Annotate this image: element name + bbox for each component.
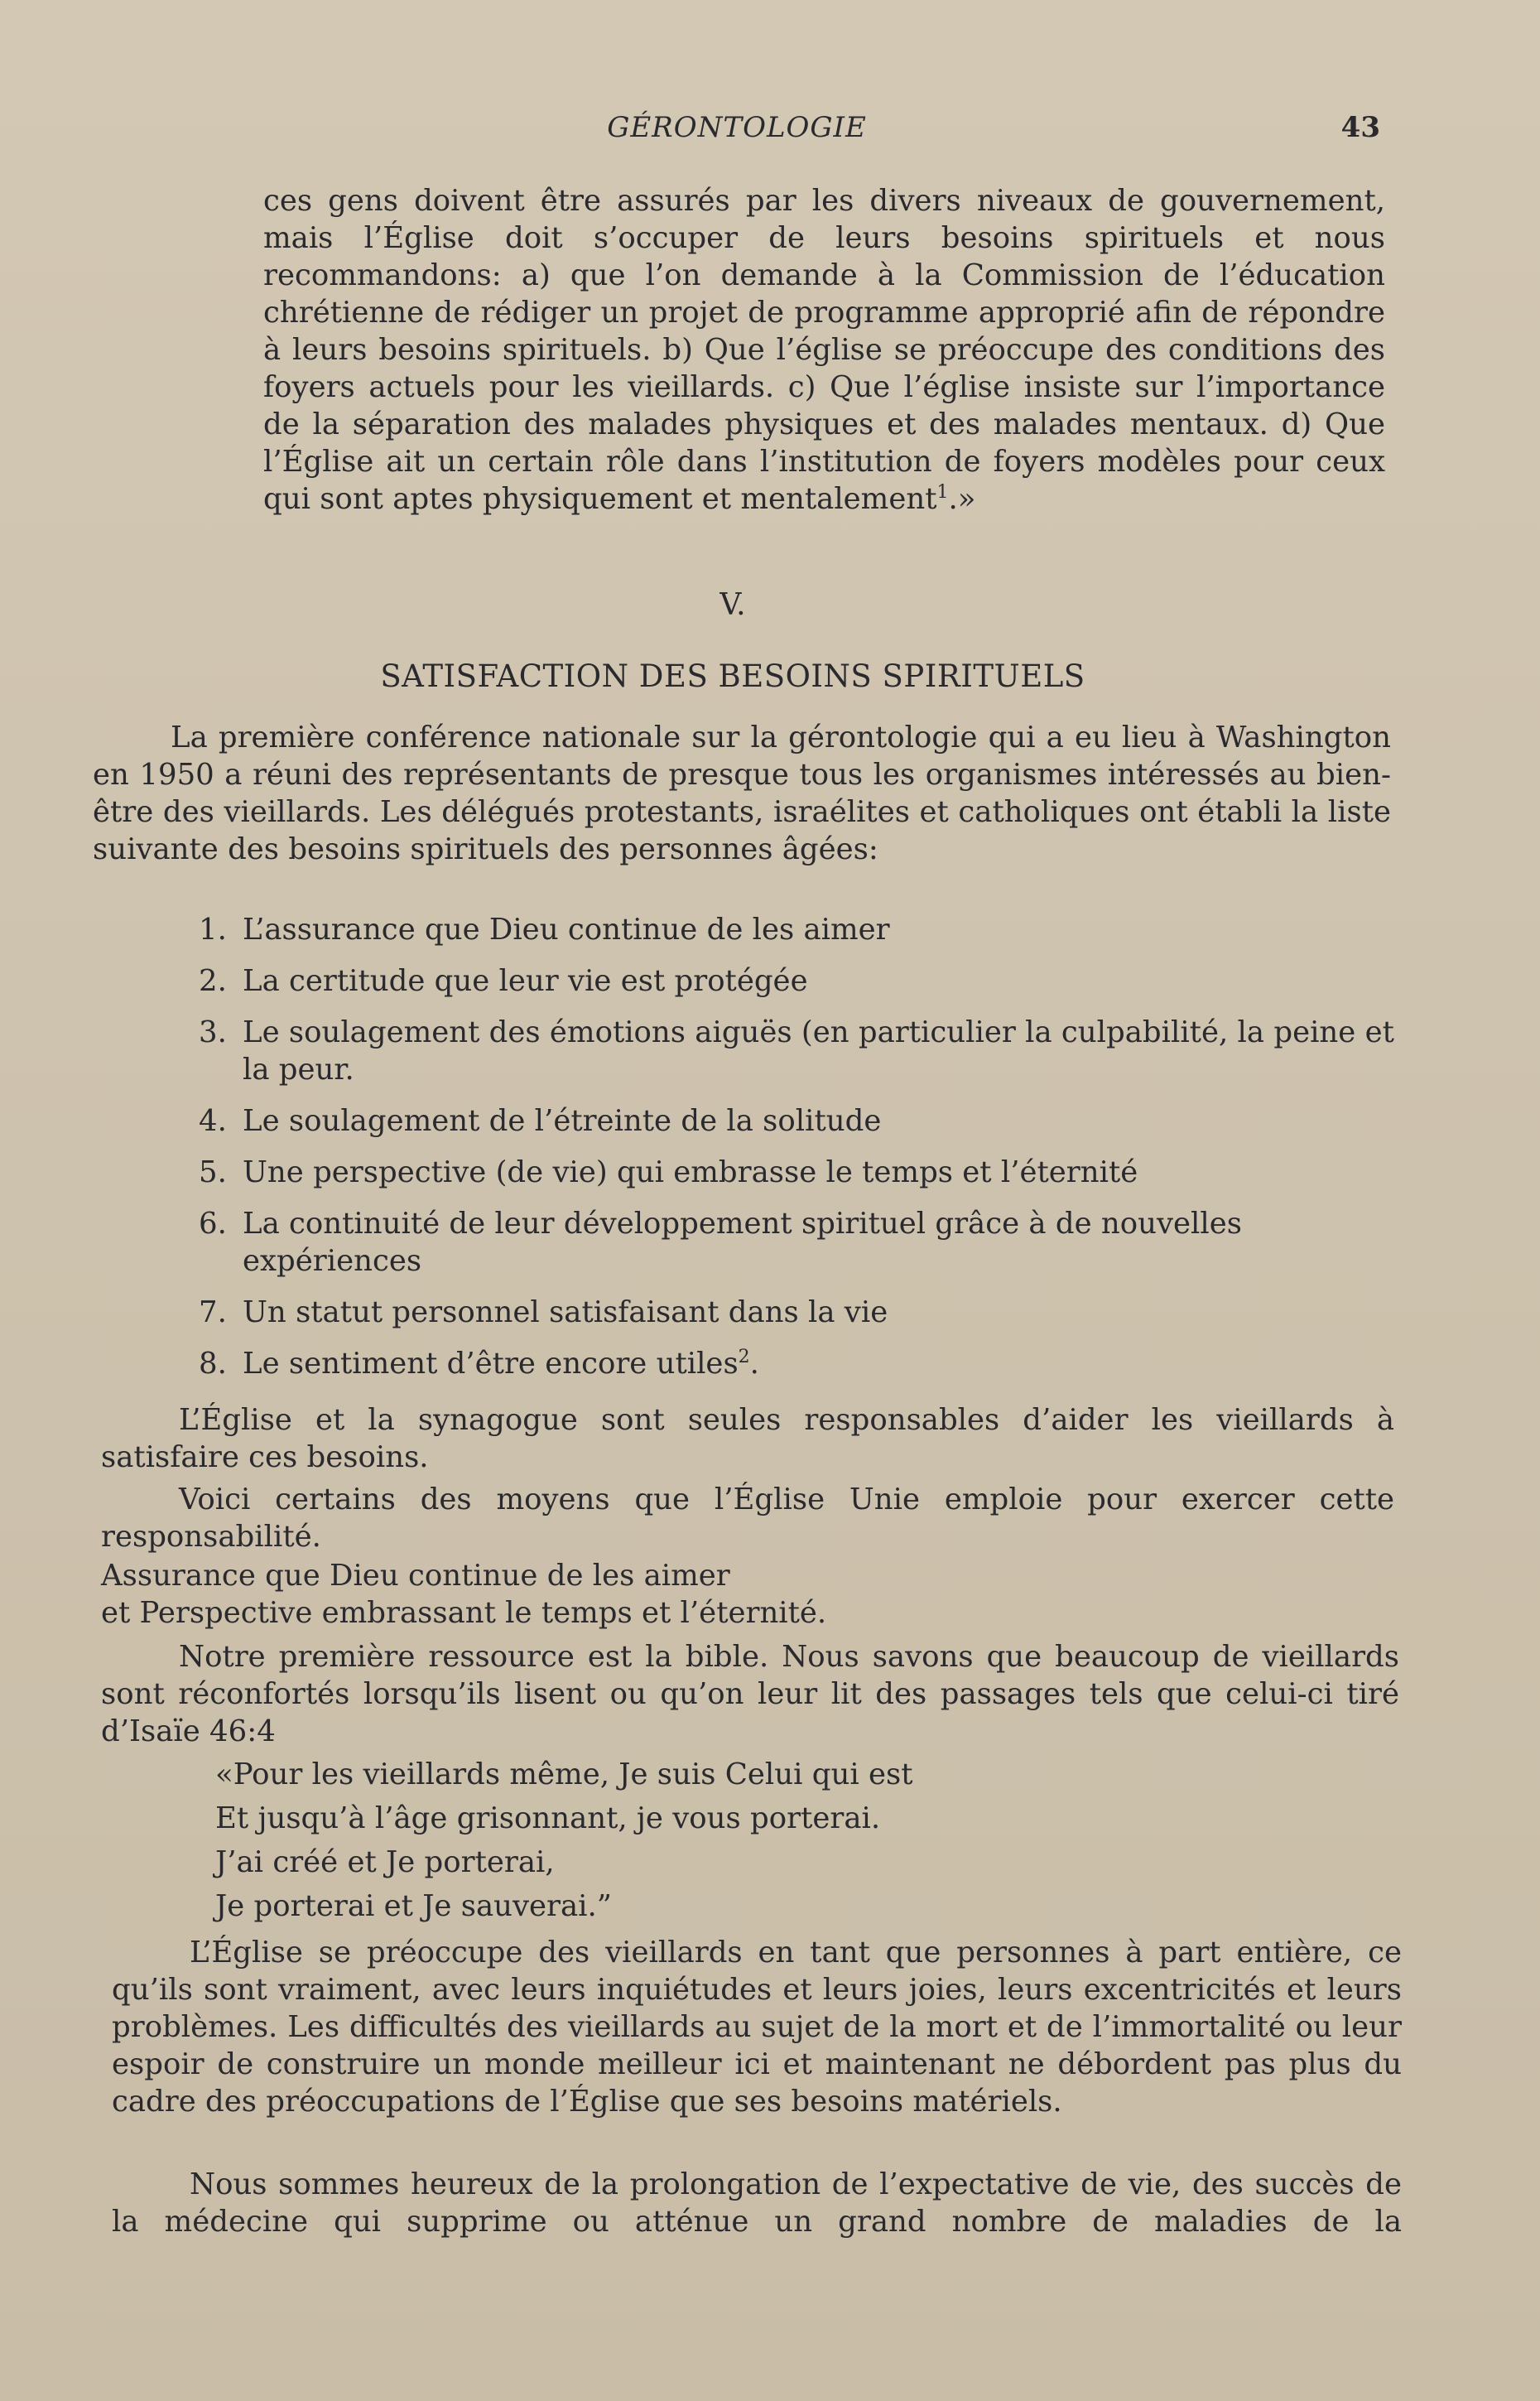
paragraph-heureux-text: Nous sommes heureux de la prolongation de l’expectative de vie, des succès de la médecine qui supprime ou atténue un grand nombre de maladies de la — [112, 2167, 1402, 2239]
footnote-ref-2: 2 — [738, 1347, 750, 1368]
subheading-line-2: et Perspective embrassant le temps et l’éternité. — [101, 1596, 827, 1630]
intro-paragraph-text: ces gens doivent être assurés par les divers niveaux de gouvernement, mais l’Église doit s’occuper de leurs besoins spirituels et nous recommandons: a) que l’on demande à la Commission de l’éducation chrétienne de rédiger un projet de programme approprié afin de répondre à leurs besoins spirituels. b) Que l’église se préoccupe des conditions des foyers actuels pour les vieillards. c) Que l’église insiste sur l’importance de la séparation des malades physiques et des malades mentaux. d) Que l’Église ait un certain rôle dans l’institution de foyers modèles pour ceux qui sont aptes physiquement et mentalement — [263, 184, 1385, 516]
paragraph-bible-text: Notre première ressource est la bible. Nous savons que beaucoup de vieillards sont réconfortés lorsqu’ils lisent ou qu’on leur lit des passages tels que celui-ci tiré d’Isaïe 46:4 — [101, 1640, 1399, 1748]
quote-line: Et jusqu’à l’âge grisonnant, je vous porterai. — [215, 1801, 881, 1835]
list-item-text: La continuité de leur développement spirituel grâce à de nouvelles expériences — [243, 1207, 1242, 1278]
section-number: V. — [719, 588, 746, 622]
paragraph-conference-text: La première conférence nationale sur la gérontologie qui a eu lieu à Washington en 1950 a réuni des représentants de presque tous les organismes intéressés au bien-être des vieillards. Les délégués protestants, israélites et catholiques ont établi la liste suivante des besoins spirituels des personnes âgées: — [93, 721, 1391, 866]
list-item-number: 3. — [199, 1015, 227, 1049]
quote-line: Je porterai et Je sauverai.” — [215, 1889, 612, 1923]
page-number: 43 — [1340, 111, 1380, 144]
paragraph-preoccupe-text: L’Église se préoccupe des vieillards en tant que personnes à part entière, ce qu’ils sont vraiment, avec leurs inquiétudes et leurs joies, leurs excentricités et leurs problèmes. Les difficultés des vieillards au sujet de la mort et de l’immortalité ou leur espoir de construire un monde meilleur ici et maintenant ne débordent pas plus du cadre des préoccupations de l’Église que ses besoins matériels. — [112, 1936, 1402, 2119]
list-item-text: Le soulagement de l’étreinte de la solitude — [243, 1104, 882, 1138]
list-item — [186, 1345, 1395, 1382]
list-item-number: 1. — [199, 913, 227, 947]
paragraph-conference — [93, 719, 1391, 868]
quote-line: «Pour les vieillards même, Je suis Celui qui est — [215, 1757, 913, 1791]
running-title: GÉRONTOLOGIE — [607, 111, 867, 144]
list-item-text: Une perspective (de vie) qui embrasse le temps et l’éternité — [243, 1155, 1138, 1189]
subheading-line-1: Assurance que Dieu continue de les aimer — [101, 1559, 730, 1593]
list-item-number: 5. — [199, 1155, 227, 1189]
list-item-number: 6. — [199, 1207, 227, 1241]
quote-line: J’ai créé et Je porterai, — [215, 1845, 555, 1879]
list-item — [186, 1205, 1395, 1280]
list-item-text: Le soulagement des émotions aiguës (en particulier la culpabilité, la peine et la peur. — [243, 1015, 1394, 1087]
list-item — [186, 1102, 1395, 1140]
list-closing: . — [749, 1347, 759, 1381]
paragraph-heureux — [112, 2166, 1402, 2240]
footnote-ref-1: 1 — [936, 482, 949, 504]
paragraph-bible — [101, 1638, 1399, 1750]
list-item — [186, 911, 1395, 948]
intro-closing: .» — [948, 482, 976, 516]
subheading — [101, 1557, 1394, 1632]
running-head — [0, 108, 1540, 149]
list-item-number: 8. — [199, 1347, 227, 1381]
list-item-number: 2. — [199, 964, 227, 998]
paragraph-synagogue — [101, 1401, 1394, 1476]
list-item-text: L’assurance que Dieu continue de les aimer — [243, 913, 890, 947]
list-item — [186, 962, 1395, 1000]
list-item-text: La certitude que leur vie est protégée — [243, 964, 808, 998]
list-item-number: 7. — [199, 1295, 227, 1329]
isaiah-quote — [215, 1753, 1209, 1928]
list-item — [186, 1154, 1395, 1191]
intro-paragraph — [263, 182, 1385, 518]
list-item-text: Le sentiment d’être encore utiles — [243, 1347, 739, 1381]
section-title: SATISFACTION DES BESOINS SPIRITUELS — [380, 658, 1085, 694]
needs-list — [186, 911, 1395, 1396]
list-item — [186, 1014, 1395, 1088]
paragraph-moyens — [101, 1481, 1394, 1555]
paragraph-synagogue-text: L’Église et la synagogue sont seules responsables d’aider les vieillards à satisfaire ces besoins. — [101, 1403, 1394, 1474]
list-item-number: 4. — [199, 1104, 227, 1138]
paragraph-moyens-text: Voici certains des moyens que l’Église Unie emploie pour exercer cette responsabilité. — [101, 1483, 1394, 1554]
list-item — [186, 1294, 1395, 1331]
list-item-text: Un statut personnel satisfaisant dans la vie — [243, 1295, 888, 1329]
paragraph-preoccupe — [112, 1934, 1402, 2120]
